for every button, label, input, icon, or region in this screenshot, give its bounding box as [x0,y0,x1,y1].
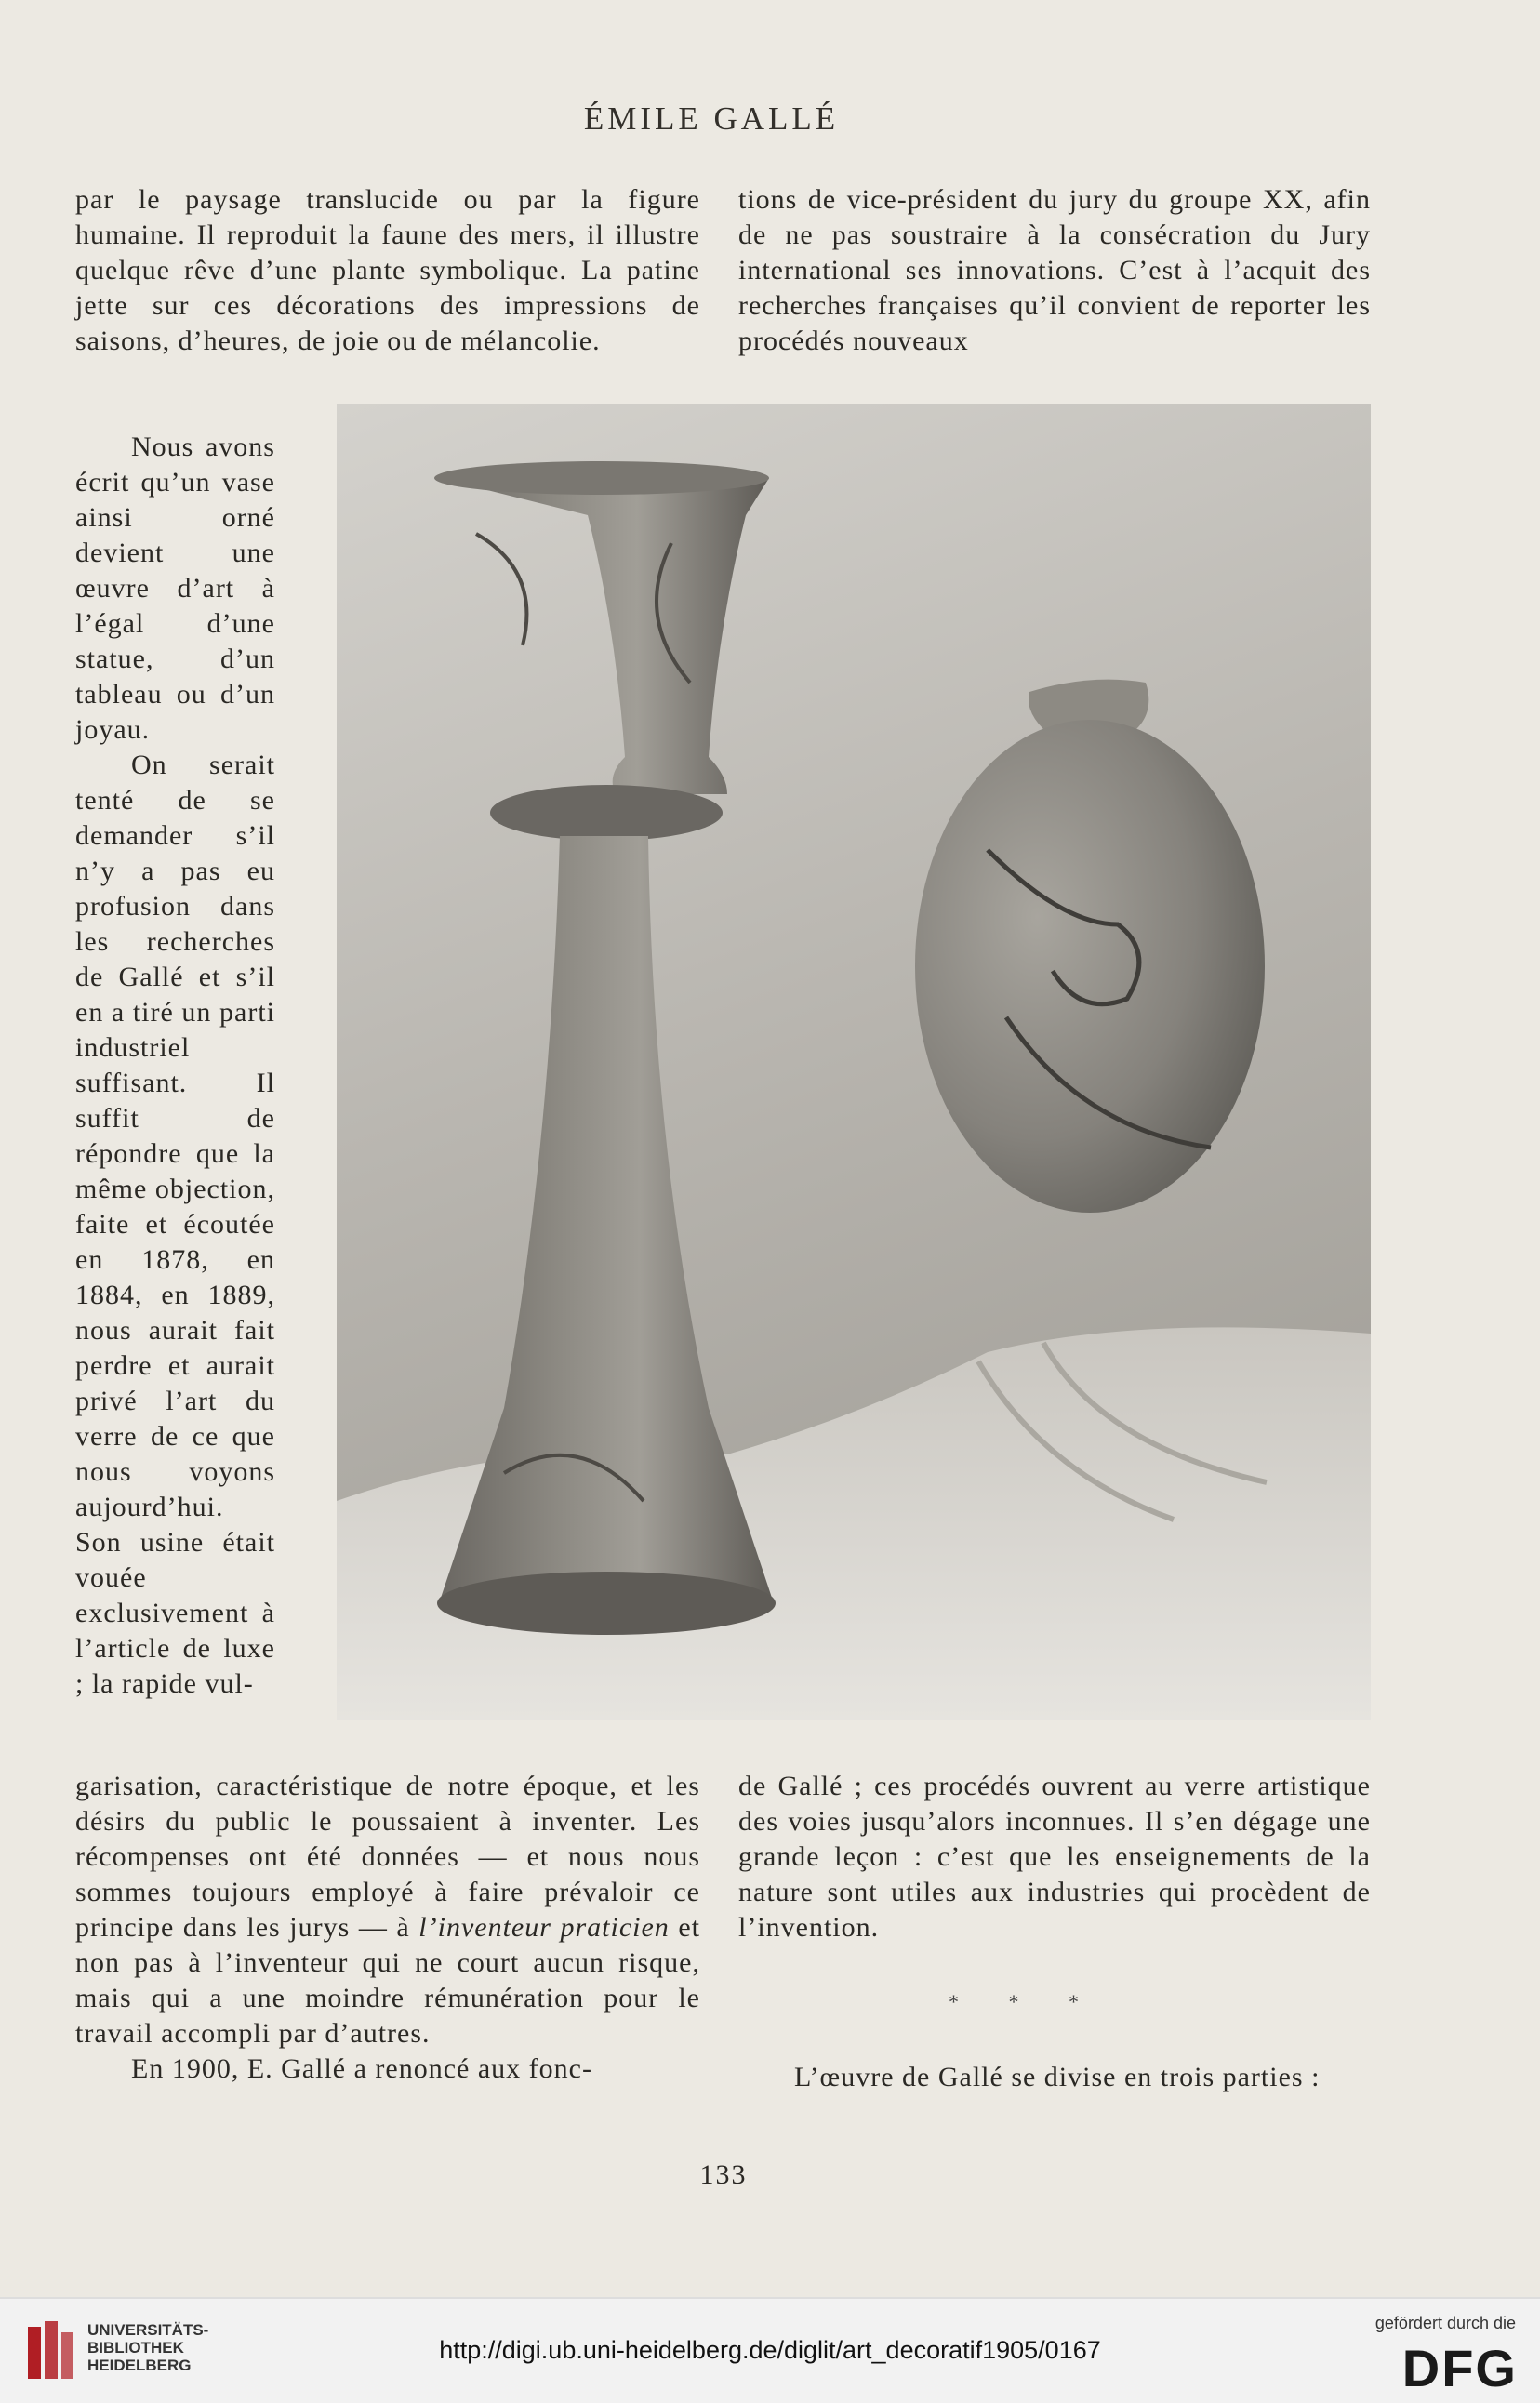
vases-illustration [337,404,1371,1720]
funded-by-label: gefördert durch die [1374,2314,1516,2332]
body-text-right-top [738,182,1371,359]
running-title: ÉMILE GALLÉ [583,100,840,137]
italic-term: l’inventeur praticien [418,1912,670,1943]
body-text-narrow-column [75,430,275,1702]
tall-vase-base [437,1572,776,1635]
tall-vase-stem [439,836,774,1613]
institution-line: UNIVERSITÄTS- [87,2321,209,2339]
page-number: 133 [699,2159,748,2190]
body-text-right-bottom [738,1769,1371,1945]
text-run: et non pas à l’inventeur qui ne court aucun risque, mais qui a une moindre rémunération pour le travail accompli par d’autres. [75,1912,701,2049]
body-text-left-bottom [75,1769,700,2087]
tall-vase-collar [490,785,723,841]
permalink-url[interactable]: http://digi.ub.uni-heidelberg.de/diglit/art_decoratif1905/0167 [439,2336,1101,2364]
dfg-logo: DFG [1401,2339,1518,2397]
paragraph [75,1769,700,2051]
paragraph: On serait tenté de se demander s’il n’y a pas eu profusion dans les recherches de Gallé et s’il en a tiré un parti industriel suffisant. Il suffit de répondre que la même objection, faite et écoutée en 1878, en 1884, en 1889, nous aurait fait perdre et aurait privé l’art du verre de ce que nous voyons aujourd’hui. Son usine était vouée exclusivement à l’article de luxe ; la rapide vul- [75,750,275,1699]
paragraph: de Gallé ; ces procédés ouvrent au verre artistique des voies jusqu’alors inconnues. Il s’en dégage une grande leçon : c’est que les enseignements de la nature sont utiles aux industries qui procèdent de l’invention. [738,1771,1371,1943]
text-run: garisation, caractéristique de notre époque, et les désirs du public le poussaient à inventer. Les récompenses ont été données — et nous nous sommes toujours employé à faire prévaloir ce principe dans les jurys — à [75,1771,700,1943]
digitization-footer [0,2297,1540,2403]
paragraph: Nous avons écrit qu’un vase ainsi orné devient une œuvre d’art à l’égal d’une statue, d’un tableau ou d’un joyau. [75,431,275,745]
paragraph: En 1900, E. Gallé a renoncé aux fonc- [131,2053,592,2084]
section-separator: * * * [949,1990,1101,2013]
paragraph: L’œuvre de Gallé se divise en trois parties : [794,2062,1321,2092]
vases-photograph [337,404,1371,1720]
tall-vase-rim [434,461,769,495]
institution-line: HEIDELBERG [87,2357,192,2374]
oval-vase-body [915,720,1265,1213]
paragraph: tions de vice-président du jury du groupe XX, afin de ne pas soustraire à la consécration du Jury international ses innovations. C’est à l’acquit des recherches françaises qu’il convient de reporter les procédés nouveaux [738,184,1371,356]
body-text-left-top [75,182,700,359]
institution-line: BIBLIOTHEK [87,2339,184,2357]
body-text-right-end [738,2060,1371,2095]
tall-vase-cup [439,469,769,794]
paragraph: par le paysage translucide ou par la figure humaine. Il reproduit la faune des mers, il illustre quelque rêve d’une plante symbolique. La patine jette sur ces décorations des impressions de saisons, d’heures, de joie ou de mélancolie. [75,184,700,356]
